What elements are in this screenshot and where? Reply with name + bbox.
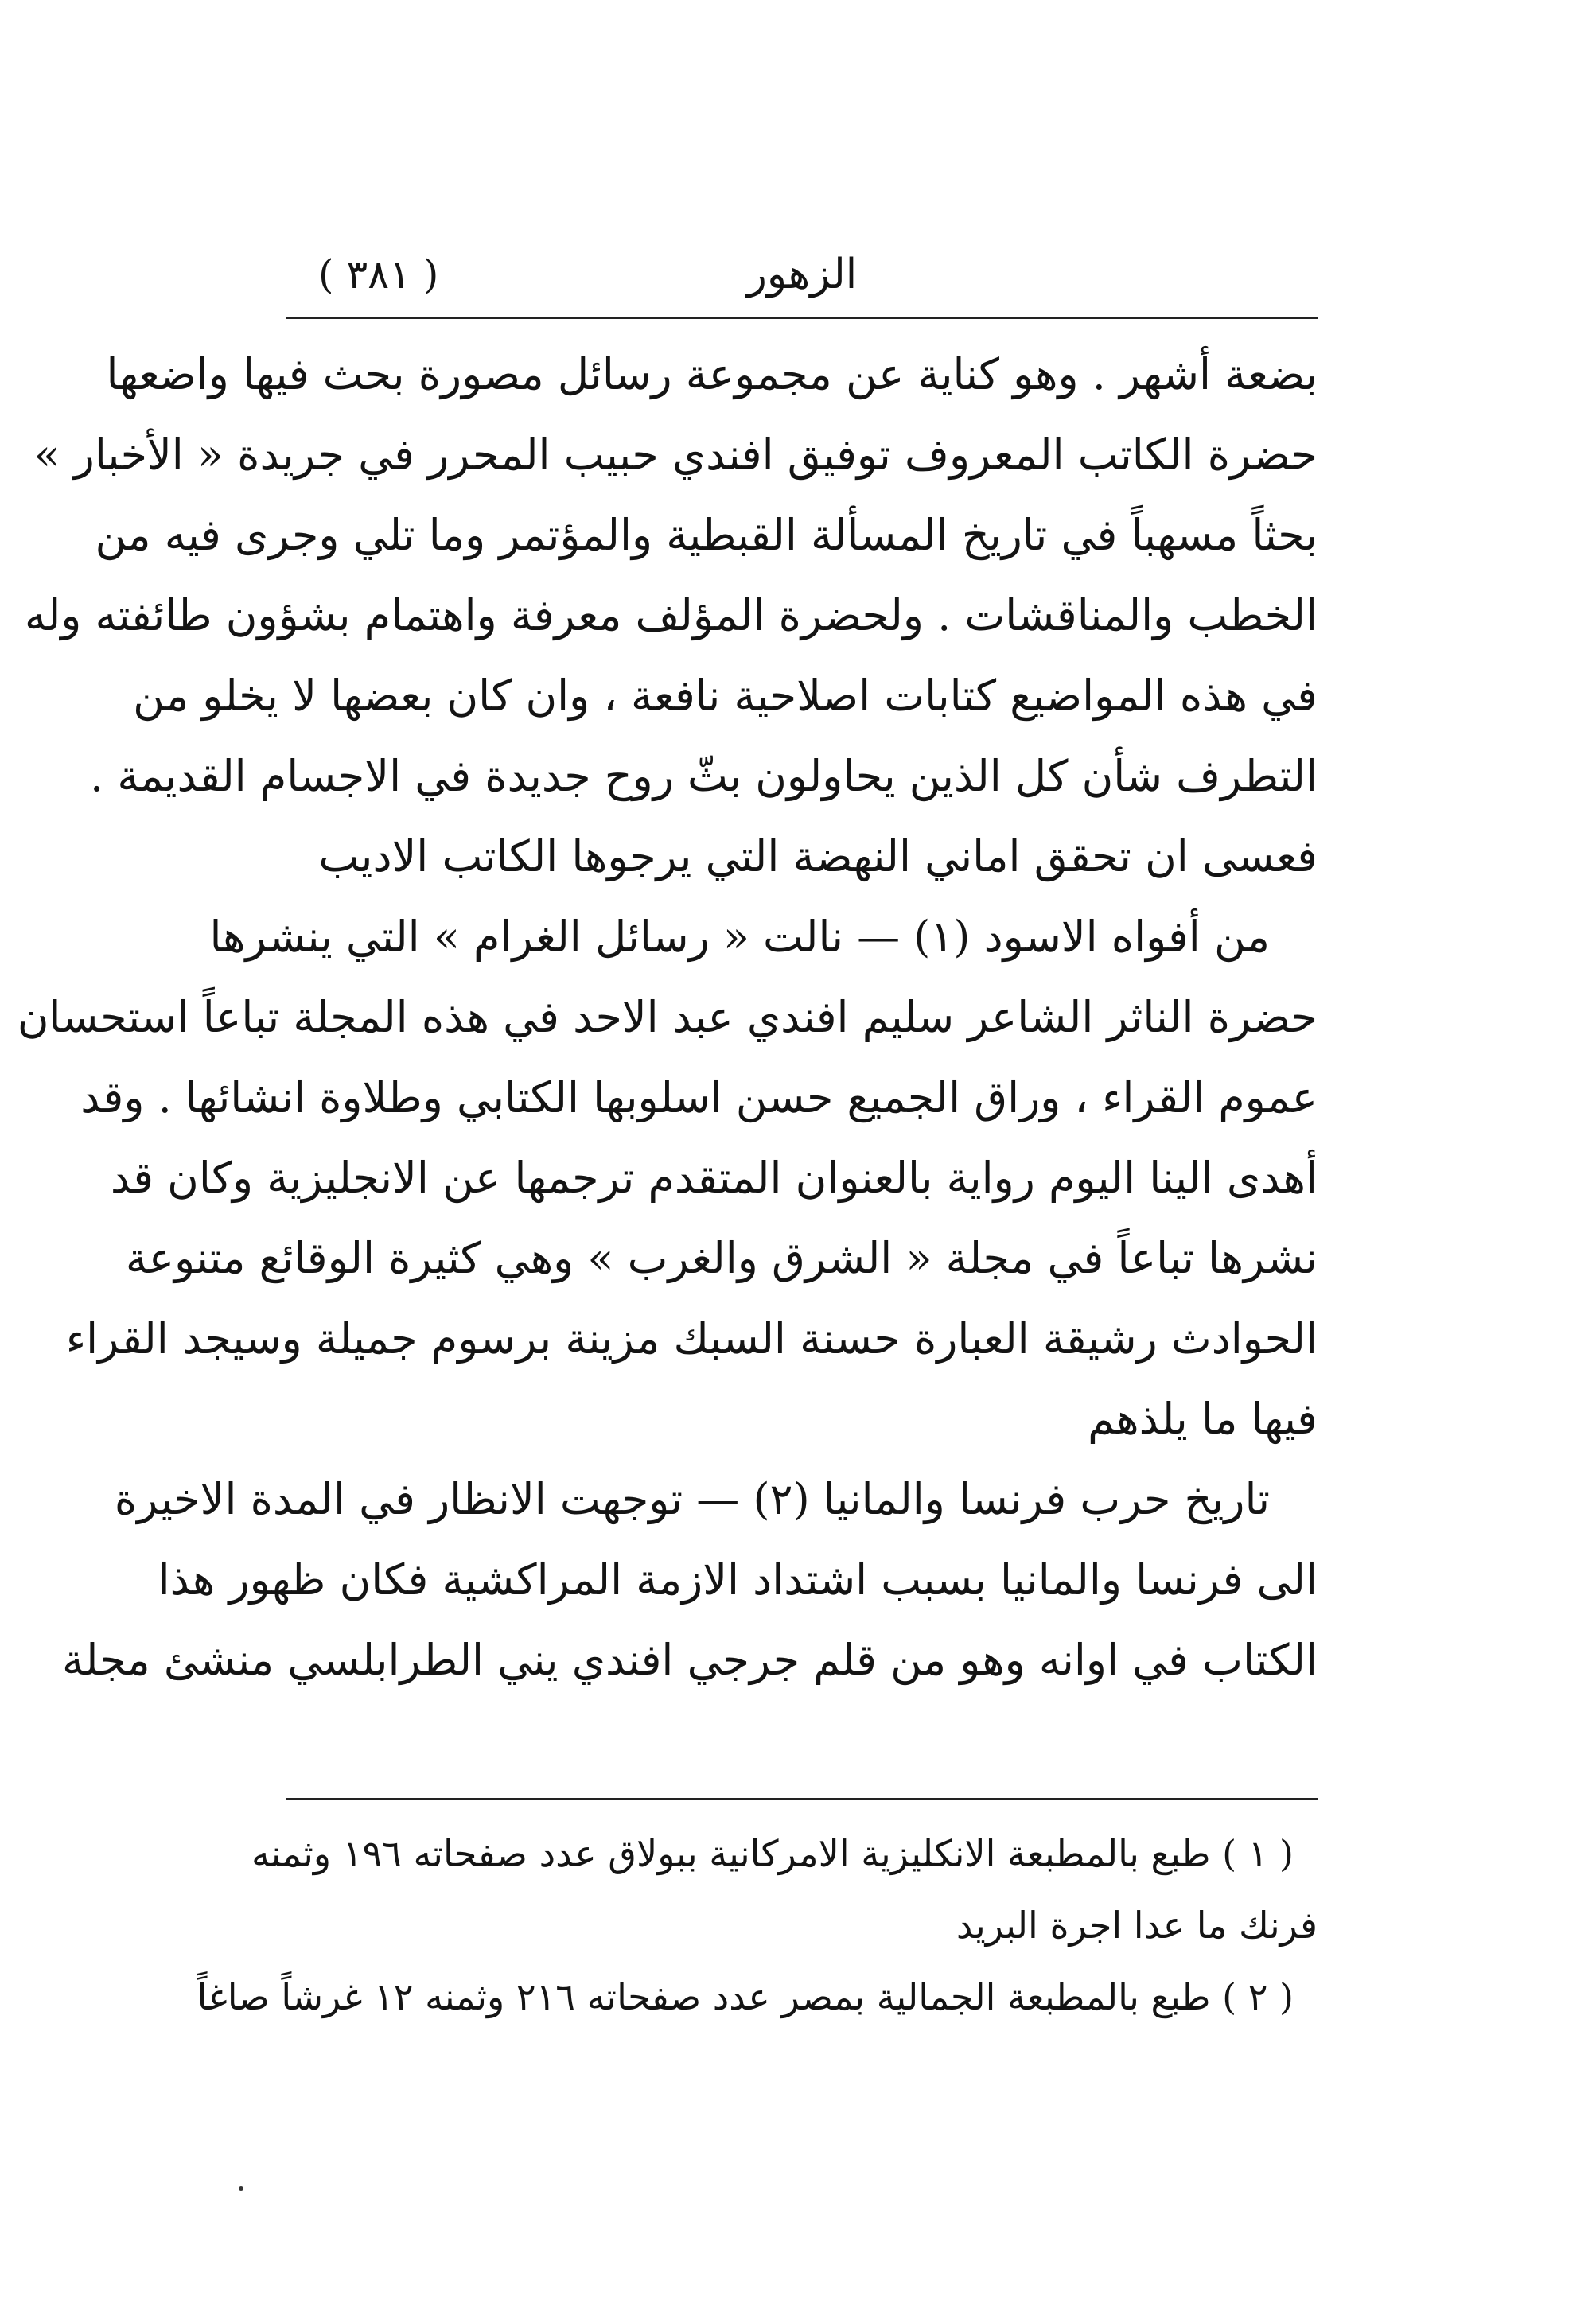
section-heading-line: تاريخ حرب فرنسا والمانيا (٢) — توجهت الانظار في المدة الاخيرة xyxy=(114,1474,1270,1524)
body-line: حضرة الناثر الشاعر سليم افندي عبد الاحد في هذه المجلة تباعاً استحسان xyxy=(17,992,1318,1042)
body-line: الكتاب في اوانه وهو من قلم جرجي افندي يني الطرابلسي منشئ مجلة xyxy=(62,1635,1318,1685)
footnote-1: ( ١ ) طبع بالمطبعة الانكليزية الامركانية ببولاق عدد صفحاته ١٩٦ وثمنه xyxy=(251,1832,1294,1875)
body-line: الحوادث رشيقة العبارة حسنة السبك مزينة برسوم جميلة وسيجد القراء xyxy=(65,1313,1318,1364)
body-line: في هذه المواضيع كتابات اصلاحية نافعة ، وان كان بعضها لا يخلو من xyxy=(133,671,1318,721)
body-line: بحثاً مسهباً في تاريخ المسألة القبطية والمؤتمر وما تلي وجرى فيه من xyxy=(95,510,1318,560)
body-line: الى فرنسا والمانيا بسبب اشتداد الازمة المراكشية فكان ظهور هذا xyxy=(158,1554,1318,1605)
body-line: فيها ما يلذهم xyxy=(1088,1394,1318,1444)
header-rule xyxy=(286,317,1318,319)
footnote-rule xyxy=(286,1798,1318,1800)
page-number: ( ٣٨١ ) xyxy=(318,251,439,298)
section-heading-line: من أفواه الاسود (١) — نالت « رسائل الغرام » التي ينشرها xyxy=(209,912,1270,962)
footnotes xyxy=(197,1818,1318,2033)
body-line: حضرة الكاتب المعروف توفيق افندي حبيب المحرر في جريدة « الأخبار » xyxy=(33,430,1318,480)
footnote-2: ( ٢ ) طبع بالمطبعة الجمالية بمصر عدد صفحاته ٢١٦ وثمنه ١٢ غرشاً صاغاً xyxy=(197,1975,1294,2018)
body-text xyxy=(17,334,1318,1700)
body-line: نشرها تباعاً في مجلة « الشرق والغرب » وهي كثيرة الوقائع متنوعة xyxy=(125,1233,1318,1283)
body-line: أهدى الينا اليوم رواية بالعنوان المتقدم ترجمها عن الانجليزية وكان قد xyxy=(110,1153,1318,1203)
running-title: الزهور xyxy=(746,251,858,298)
body-line: عموم القراء ، وراق الجميع حسن اسلوبها الكتابي وطلاوة انشائها . وقد xyxy=(80,1072,1318,1122)
body-line: التطرف شأن كل الذين يحاولون بثّ روح جديدة في الاجسام القديمة . xyxy=(90,751,1318,801)
footnote-1-continuation: فرنك ما عدا اجرة البريد xyxy=(956,1904,1318,1947)
scan-speck xyxy=(239,2186,243,2191)
body-line: بضعة أشهر . وهو كناية عن مجموعة رسائل مصورة بحث فيها واضعها xyxy=(106,349,1318,399)
body-line: الخطب والمناقشات . ولحضرة المؤلف معرفة واهتمام بشؤون طائفته وله xyxy=(24,590,1318,640)
body-line: فعسى ان تحقق اماني النهضة التي يرجوها الكاتب الاديب xyxy=(318,831,1318,881)
page-header xyxy=(286,239,1318,310)
